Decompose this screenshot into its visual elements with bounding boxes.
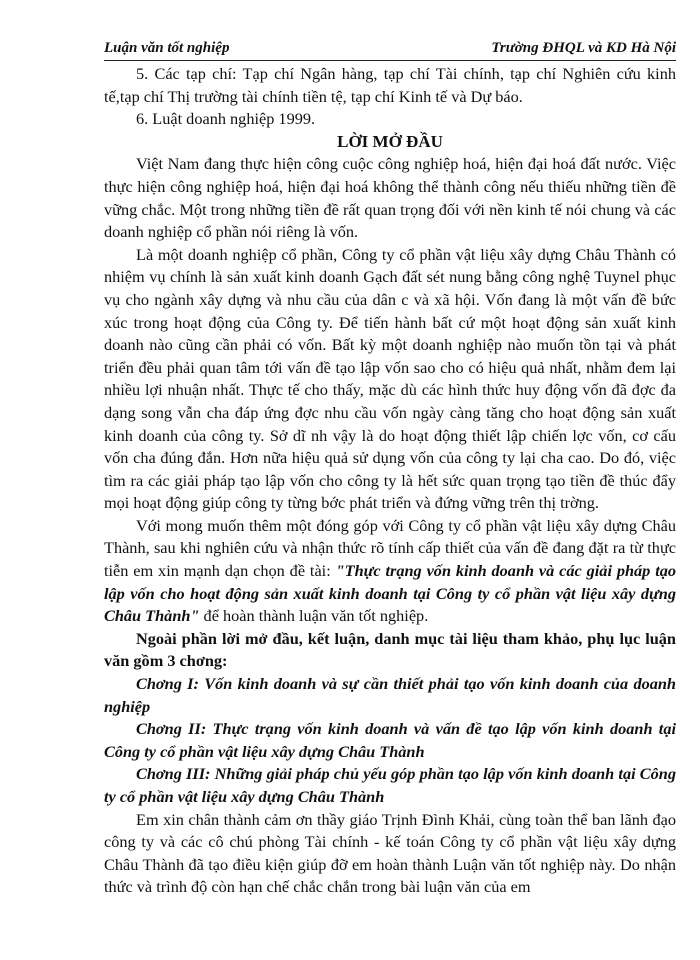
header-right-text: Trường ĐHQL và KD Hà Nội [491, 40, 676, 56]
reference-item-5: 5. Các tạp chí: Tạp chí Ngân hàng, tạp chí Tài chính, tạp chí Nghiên cứu kinh tế,tạp chí Thị trường tài chính tiền tệ, tạp chí Kinh tế và Dự báo. [104, 64, 676, 106]
chapter-1: Chơng I: Vốn kinh doanh và sự cần thiết phải tạo vốn kinh doanh của doanh nghiệp [104, 674, 676, 716]
paragraph-3-lead: Với mong muốn thêm một đóng góp với Công ty cổ phần vật liệu xây dựng Châu Thành, sau khi nghiên cứu và nhận thức rõ tính cấp thiết của vấn đề đang đặt ra từ thực tiễn em xin mạnh dạn chọn đề tài: [104, 515, 676, 581]
page-header [104, 38, 676, 61]
structure-paragraph: Ngoài phần lời mở đầu, kết luận, danh mục tài liệu tham khảo, phụ lục luận văn gồm 3 chơng: [104, 628, 676, 671]
chapter-3: Chơng III: Những giải pháp chủ yếu góp phần tạo lập vốn kinh doanh tại Công ty cổ phần vật liệu xây dựng Châu Thành [104, 764, 676, 806]
paragraph-3-tail: để hoàn thành luận văn tốt nghiệp. [199, 606, 429, 626]
reference-item-6: 6. Luật doanh nghiệp 1999. [136, 109, 316, 129]
header-left-text: Luận văn tốt nghiệp [104, 40, 230, 56]
chapter-2: Chơng II: Thực trạng vốn kinh doanh và vấn đề tạo lập vốn kinh doanh tại Công ty cổ phần vật liệu xây dựng Châu Thành [104, 719, 676, 761]
acknowledgement-paragraph: Em xin chân thành cảm ơn thầy giáo Trịnh Đình Khải, cùng toàn thể ban lãnh đạo công ty và các cô chú phòng Tài chính - kế toán Công ty cổ phần vật liệu xây dựng Châu Thành đã tạo điều kiện giúp đỡ em hoàn thành Luận văn tốt nghiệp này. Do nhận thức và trình độ còn hạn chế chắc chắn trong bài luận văn của em [104, 809, 676, 897]
section-title: LỜI MỞ ĐẦU [337, 131, 443, 151]
intro-paragraph-3 [104, 515, 676, 628]
document-body [104, 63, 676, 899]
intro-paragraph-2: Là một doanh nghiệp cổ phần, Công ty cổ phần vật liệu xây dựng Châu Thành có nhiệm vụ chính là sản xuất kinh doanh Gạch đất sét nung bằng công nghệ Tuynel phục vụ cho ngành xây dựng và nhu cầu của dân c và xã hội. Vốn đang là một vấn đề bức xúc trong hoạt động của Công ty. Để tiến hành bất cứ một hoạt động sản xuất kinh doanh nào cũng cần phải có vốn. Bất kỳ một doanh nghiệp nào muốn tồn tại và phát triển đều phải quan tâm tới vấn đề tạo lập vốn sao cho có hiệu quả nhất, nhằm đem lại nhiều lợi nhuận nhất. Thực tế cho thấy, mặc dù các hình thức huy động vốn đã đợc đa dạng song vẫn cha đáp ứng đợc nhu cầu vốn ngày càng tăng cho hoạt động sản xuất kinh doanh của công ty. Sở dĩ nh vậy là do hoạt động thiết lập chiến lợc vốn, cơ cấu vốn cha đúng đắn. Hơn nữa hiệu quả sử dụng vốn của công ty lại cha cao. Do đó, việc tìm ra các giải pháp tạo lập vốn cho công ty là hết sức quan trọng tạo tiền đề thúc đẩy mọi hoạt động giúp công ty từng bớc phát triển và đứng vững trên thị trờng. [104, 244, 676, 513]
thesis-topic: "Thực trạng vốn kinh doanh và các giải pháp tạo lập vốn cho hoạt động sản xuất kinh doanh tại Công ty cổ phần vật liệu xây dựng Châu Thành" [104, 561, 676, 626]
intro-paragraph-1: Việt Nam đang thực hiện công cuộc công nghiệp hoá, hiện đại hoá đất nước. Việc thực hiện công nghiệp hoá, hiện đại hoá không thể thành công nếu thiếu những tiền đề vững chắc. Một trong những tiền đề rất quan trọng đối với nền kinh tế nói chung và các doanh nghiệp cổ phần nói riêng là vốn. [104, 154, 676, 242]
